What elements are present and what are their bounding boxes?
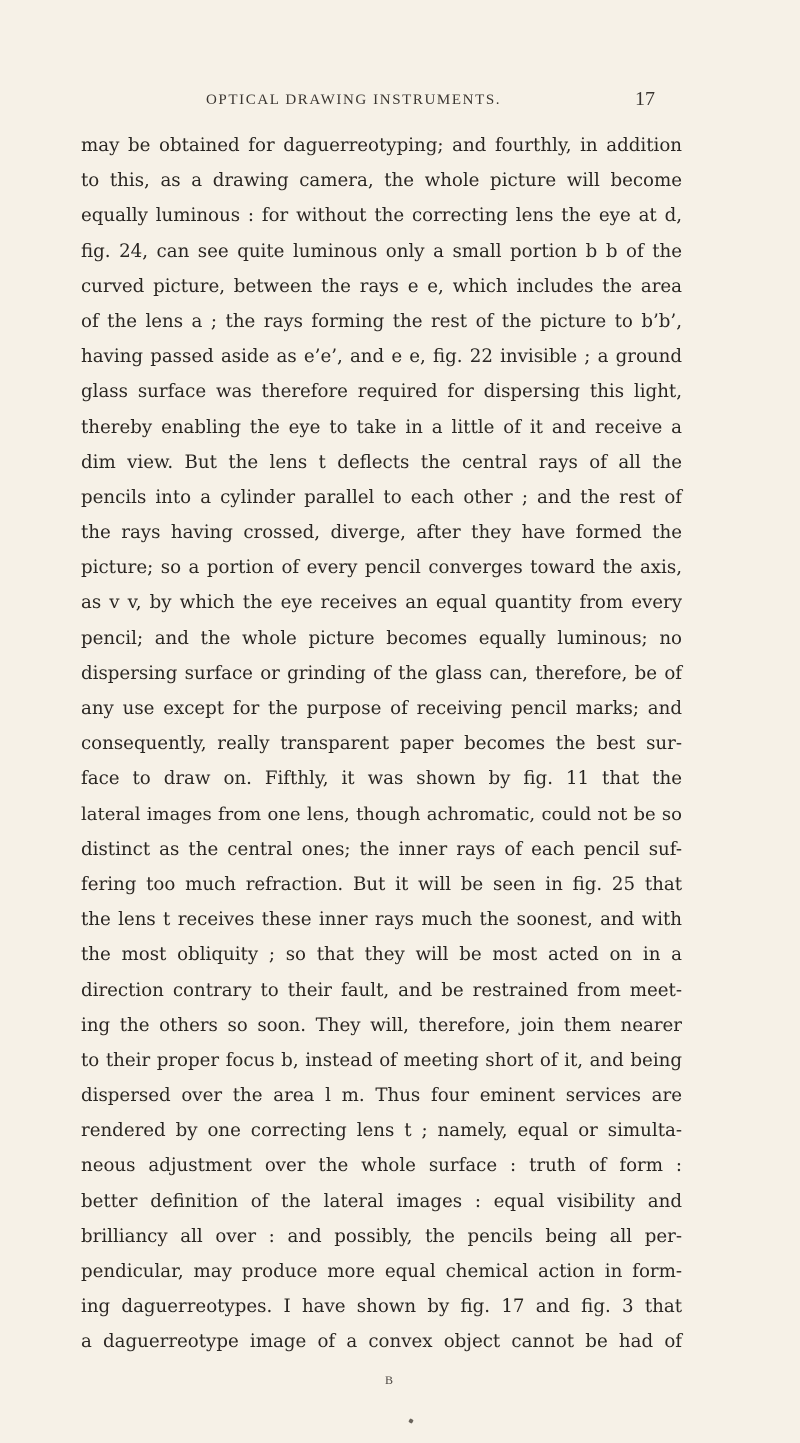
text-line: fig. 24, can see quite luminous only a small portion b b of the: [81, 240, 682, 262]
text-line: distinct as the central ones; the inner rays of each pencil suf-: [81, 838, 682, 860]
text-line: to their proper focus b, instead of meeting short of it, and being: [81, 1049, 682, 1071]
text-line: equally luminous : for without the correcting lens the eye at d,: [81, 205, 682, 227]
text-line: thereby enabling the eye to take in a little of it and receive a: [81, 416, 682, 438]
page-number: 17: [635, 88, 655, 110]
text-line: the lens t receives these inner rays much the soonest, and with: [81, 909, 682, 931]
text-line: consequently, really transparent paper becomes the best sur-: [81, 733, 682, 755]
text-line: of the lens a ; the rays forming the rest of the picture to b’b’,: [81, 310, 682, 332]
text-line: picture; so a portion of every pencil converges toward the axis,: [81, 557, 682, 579]
text-line: as v v, by which the eye receives an equal quantity from every: [81, 592, 682, 614]
text-line: pendicular, may produce more equal chemical action in form-: [81, 1261, 682, 1282]
text-line: neous adjustment over the whole surface : truth of form :: [81, 1155, 682, 1177]
text-line: may be obtained for daguerreotyping; and fourthly, in addition: [81, 135, 682, 156]
text-line: rendered by one correcting lens t ; namely, equal or simulta-: [81, 1120, 682, 1142]
text-line: direction contrary to their fault, and be restrained from meet-: [81, 979, 682, 1001]
text-line: lateral images from one lens, though achromatic, could not be so: [81, 803, 682, 825]
text-line: dispersed over the area l m. Thus four eminent services are: [81, 1085, 682, 1107]
text-line: the most obliquity ; so that they will be most acted on in a: [81, 944, 682, 966]
text-line: ing the others so soon. They will, therefore, join them nearer: [81, 1014, 682, 1036]
text-line: dispersing surface or grinding of the glass can, therefore, be of: [81, 662, 682, 684]
ink-speck: [408, 1418, 413, 1423]
text-line: better definition of the lateral images : equal visibility and: [81, 1190, 682, 1212]
running-title: OPTICAL DRAWING INSTRUMENTS.: [206, 92, 502, 108]
text-line: any use except for the purpose of receiving pencil marks; and: [81, 698, 682, 719]
body-text: [81, 128, 682, 1360]
text-line: face to draw on. Fifthly, it was shown by fig. 11 that the: [81, 768, 682, 790]
signature-mark: B: [385, 1373, 394, 1387]
text-line: glass surface was therefore required for dispersing this light,: [81, 381, 682, 403]
text-line: brilliancy all over : and possibly, the pencils being all per-: [81, 1225, 682, 1247]
text-line: pencil; and the whole picture becomes equally luminous; no: [81, 627, 682, 649]
text-line: pencils into a cylinder parallel to each other ; and the rest of: [81, 486, 682, 508]
text-line: curved picture, between the rays e e, which includes the area: [81, 275, 682, 297]
text-line: fering too much refraction. But it will be seen in fig. 25 that: [81, 873, 682, 895]
text-line: ing daguerreotypes. I have shown by fig. 17 and fig. 3 that: [81, 1296, 682, 1318]
text-line: having passed aside as e’e’, and e e, fig. 22 invisible ; a ground: [81, 346, 682, 368]
text-line: to this, as a drawing camera, the whole picture will become: [81, 170, 682, 192]
text-line: a daguerreotype image of a convex object cannot be had of: [81, 1331, 682, 1353]
text-line: dim view. But the lens t deflects the central rays of all the: [81, 451, 682, 473]
text-line: the rays having crossed, diverge, after they have formed the: [81, 522, 682, 544]
